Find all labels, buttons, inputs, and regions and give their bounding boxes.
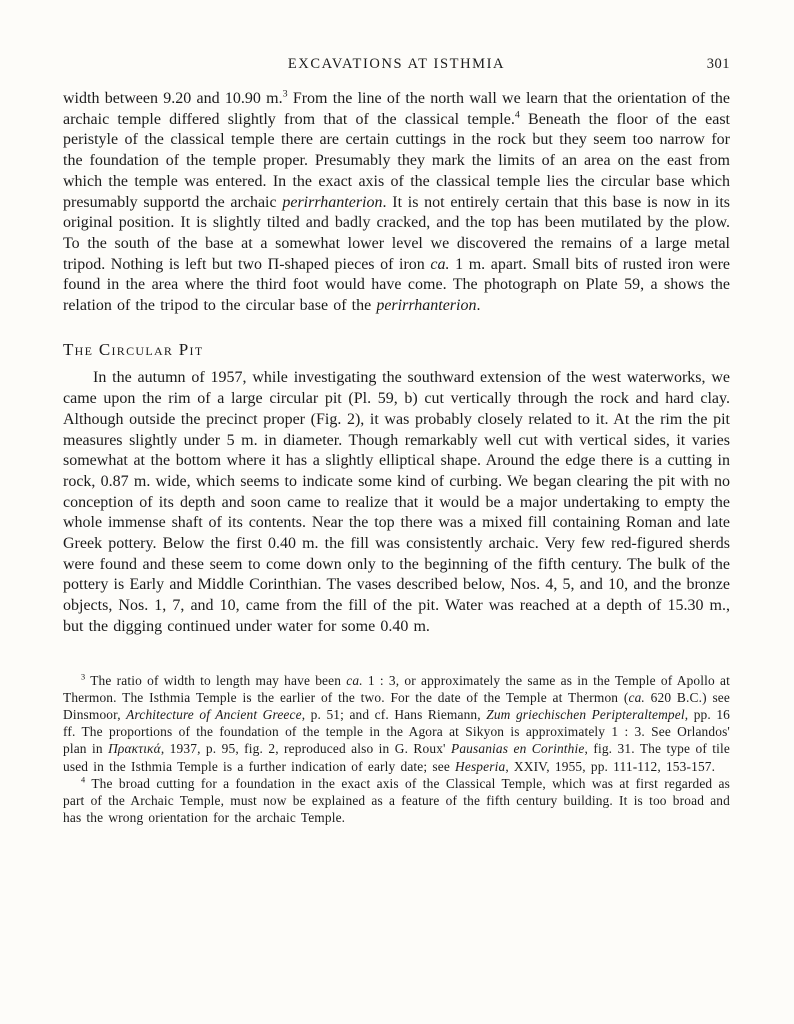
text-run: . It is not entirely certain that this base is now in its original position. It is slightly tilted and badly cracked, and the top has been mutilated by the plow. To the south of the base at a somewhat lower level we discovered the remains of a large metal tripod. Nothing is left but two Π-shaped pieces of iron [63,193,730,273]
running-title: EXCAVATIONS AT ISTHMIA [287,56,506,72]
footnotes-block [63,672,730,827]
text-run: , fig. 31. The type of tile used in the Isthmia Temple is a further indication of early date; see [63,741,730,774]
footnote-3 [63,672,730,775]
italic-text: perirrhanterion [376,297,477,315]
italic-text: Architecture of Ancient Greece [126,706,302,722]
italic-text: ca. [628,689,645,705]
italic-text: Hesperia [455,758,506,774]
text-run: 620 B.C.) see Dinsmoor, [63,689,730,722]
text-run: 1 m. apart. Small bits of rusted iron were found in the area where the third foot would have come. The photograph on Plate 59, a shows the relation of the tripod to the circular base of the [63,255,730,315]
italic-text: Pausanias en Corinthie [450,741,585,757]
text-run: , XXIV, 1955, pp. 111-112, 153-157. [505,758,716,774]
page-number: 301 [706,56,730,72]
italic-text: Zum griechischen Peripteraltempel [486,706,685,722]
text-run: Beneath the floor of the east peristyle of the classical temple there are certain cuttings in the rock but they seem too narrow for the foundation of the temple proper. Presumably they mark the limits of an area on the east from which the temple was entered. In the exact axis of the classical temple lies the circular base which presumably supportd the archaic [63,110,730,211]
footnote-reference: 3 [81,672,86,682]
text-run: , 1937, p. 95, fig. 2, reproduced also in G. Roux' [160,741,451,757]
footnote-reference: 3 [282,88,288,100]
italic-text: ca. [430,255,450,273]
text-run: In the autumn of 1957, while investigating the southward extension of the west waterworks, we came upon the rim of a large circular pit (Pl. 59, b) cut vertically through the rock and hard clay. Although outside the precinct proper (Fig. 2), it was probably closely related to it. At the rim the pit measures slightly under 5 m. in diameter. Though remarkably well cut with vertical sides, it varies somewhat at the bottom where it has a slightly elliptical shape. Around the edge there is a cutting in rock, 0.87 m. wide, which seems to indicate some kind of curbing. We began clearing the pit with no conception of its depth and soon came to realize that it would be a major undertaking to empty the whole immense shaft of its contents. Near the top there was a mixed fill containing Roman and late Greek pottery. Below the first 0.40 m. the fill was consistently archaic. Very few red-figured sherds were found and these seem to come down only to the beginning of the fifth century. The bulk of the pottery is Early and Middle Corinthian. The vases described below, Nos. 4, 5, and 10, and the bronze objects, Nos. 1, 7, and 10, came from the fill of the pit. Water was reached at a depth of 15.30 m., but the digging continued under water for some 0.40 m. [63,369,730,635]
paragraph-continuation [63,89,730,317]
italic-text: ca. [346,672,363,688]
footnote-4 [63,775,730,827]
text-run: , p. 51; and cf. Hans Riemann, [301,706,487,722]
text-run: From the line of the north wall we learn that the orientation of the archaic temple differed slightly from that of the classical temple. [63,90,730,128]
footnote-reference: 4 [81,775,86,785]
text-run: The broad cutting for a foundation in the exact axis of the Classical Temple, which was at first regarded as part of the Archaic Temple, must now be explained as a feature of the fifth century building. It is too broad and has the wrong orientation for the archaic Temple. [63,775,730,826]
section-heading: The Circular Pit [63,339,204,359]
text-run: . [476,297,481,315]
italic-text: Πρακτικά [108,741,161,757]
footnote-reference: 4 [514,109,520,121]
text-run: 1 : 3, or approximately the same as in the Temple of Apollo at Thermon. The Isthmia Temple is the earlier of the two. For the date of the Temple at Thermon ( [63,672,730,705]
text-run: The ratio of width to length may have been [85,672,347,688]
paragraph-circular-pit [63,368,730,637]
text-run: , pp. 16 ff. The proportions of the foundation of the temple in the Agora at Sikyon is approximately 1 : 3. See Orlandos' plan in [63,706,731,757]
page-header [63,56,730,73]
text-run: width between 9.20 and 10.90 m. [63,90,283,107]
italic-text: perirrhanterion [282,193,383,211]
body-text [63,89,730,638]
